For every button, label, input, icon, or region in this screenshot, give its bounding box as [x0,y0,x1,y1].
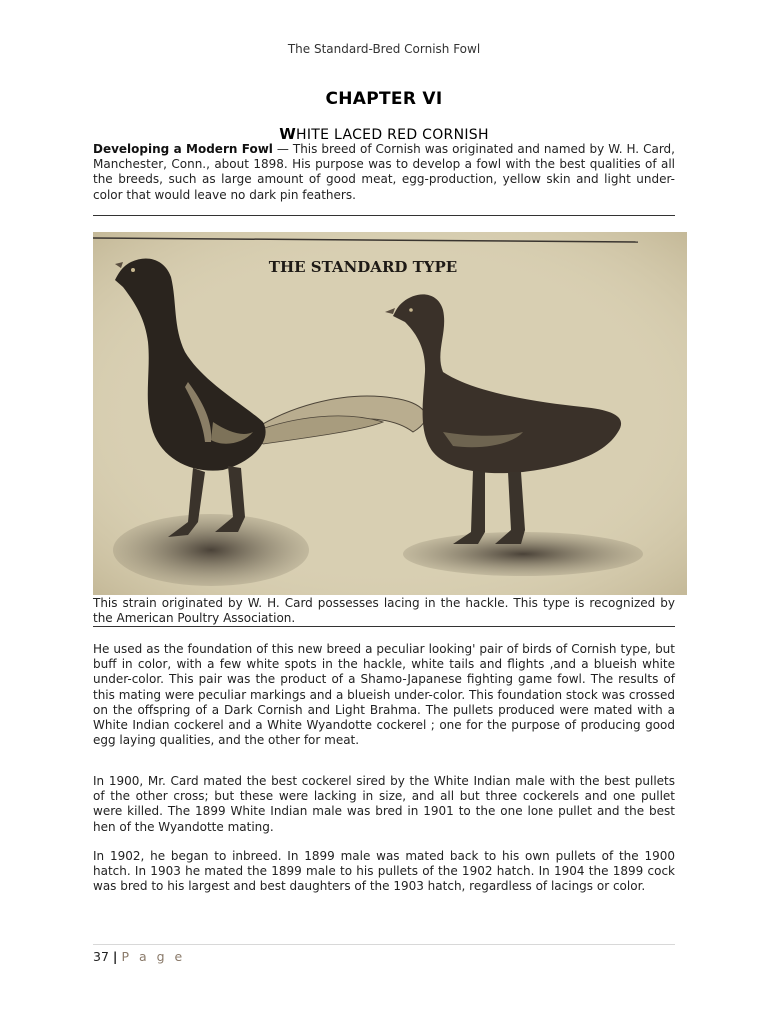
body-paragraph-3: In 1902, he began to inbreed. In 1899 male was mated back to his own pullets of the 1900 hatch. In 1903 he mated the 1899 male to his pullets of the 1902 hatch. In 1904 the 1899 cock was bred to his largest and best daughters of the 1903 hatch, regardless of lacings or color. [93,849,675,894]
section-divider [93,215,675,216]
page-word: P a g e [121,949,186,964]
running-header: The Standard-Bred Cornish Fowl [287,42,481,56]
caption-divider [93,626,675,627]
section-title [0,125,768,143]
page-footer [93,949,185,964]
body-paragraph-2: In 1900, Mr. Card mated the best cockerel sired by the White Indian male with the best pullets of the other cross; but these were lacking in size, and all but three cockerels and one pullet were killed. The 1899 White Indian male was bred in 1901 to the one lone pullet and the best hen of the Wyandotte mating. [93,774,675,834]
section-title-rest: HITE LACED RED CORNISH [296,127,489,143]
right-bird-base [403,532,643,576]
birds-engraving [93,232,687,595]
intro-paragraph [93,142,675,203]
section-title-initial: W [279,125,297,143]
intro-text: This breed of Cornish was originated and named by W. H. Card, Manchester, Conn., about 1898. His purpose was to develop a fowl with the best qualities of all the breeds, such as large amount of good meat, egg-production, yellow skin and light under-color that would leave no dark pin feathers. [93,142,675,202]
standard-type-illustration [93,232,687,595]
intro-dash: — [272,142,293,156]
left-bird-base [113,514,309,586]
page-number: 37 [93,949,109,964]
body-paragraph-1: He used as the foundation of this new breed a peculiar looking' pair of birds of Cornish type, but buff in color, with a few white spots in the hackle, white tails and flights ,and a blueish white under-color. This pair was the product of a Shamo-Japanese fighting game fowl. The results of this mating were peculiar markings and a blueish under-color. This foundation stock was crossed on the offspring of a Dark Cornish and Light Brahma. The pullets produced were mated with a White Indian cockerel and a White Wyandotte cockerel ; one for the purpose of producing good egg laying qualities, and the other for meat. [93,642,675,748]
figure-caption: This strain originated by W. H. Card possesses lacing in the hackle. This type is recognized by the American Poultry Association. [93,596,675,626]
chapter-title: CHAPTER VI [325,89,443,109]
plate-title: THE STANDARD TYPE [268,258,458,276]
intro-lead: Developing a Modern Fowl [93,142,273,156]
footer-separator: | [112,949,118,964]
footer-divider [93,944,675,945]
